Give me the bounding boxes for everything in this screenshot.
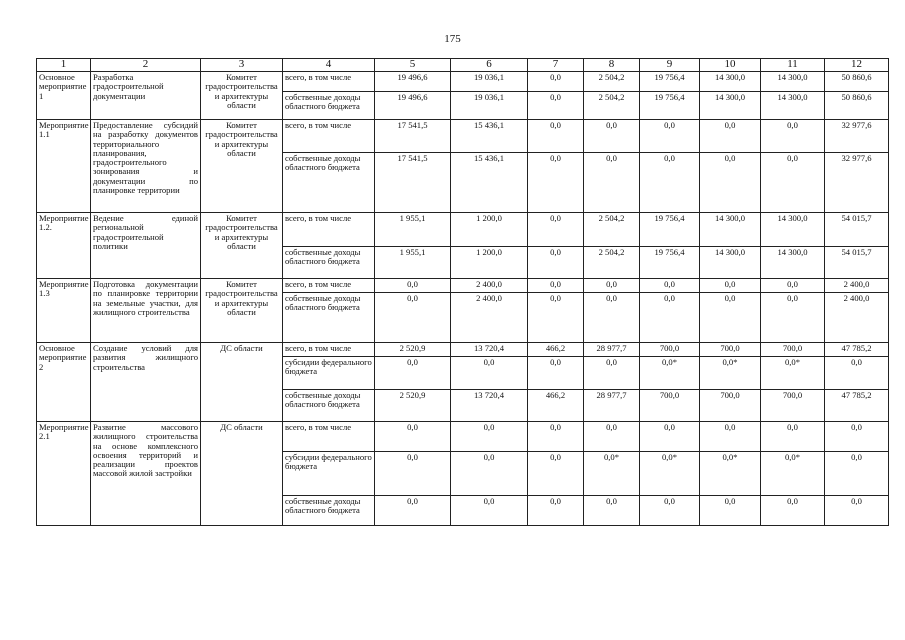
value-cell: 0,0*: [640, 452, 700, 496]
value-cell: 0,0: [640, 293, 700, 343]
value-cell: 0,0: [761, 293, 825, 343]
page-number: 175: [444, 33, 461, 45]
executor-cell: ДС области: [201, 422, 283, 526]
value-cell: 466,2: [528, 343, 584, 357]
value-cell: 0,0: [761, 496, 825, 526]
funding-source-cell: всего, в том числе: [283, 120, 375, 153]
funding-source-cell: всего, в том числе: [283, 279, 375, 293]
value-cell: 0,0: [700, 496, 761, 526]
value-cell: 14 300,0: [761, 92, 825, 120]
value-cell: 0,0: [825, 452, 889, 496]
column-header: 7: [528, 59, 584, 72]
table-row: [37, 72, 889, 92]
value-cell: 54 015,7: [825, 213, 889, 247]
value-cell: 0,0: [451, 422, 528, 452]
column-header: 12: [825, 59, 889, 72]
value-cell: 0,0: [761, 279, 825, 293]
value-cell: 19 756,4: [640, 247, 700, 279]
value-cell: 15 436,1: [451, 153, 528, 213]
table-row: [37, 120, 889, 153]
funding-source-cell: всего, в том числе: [283, 422, 375, 452]
value-cell: 0,0: [451, 452, 528, 496]
value-cell: 50 860,6: [825, 92, 889, 120]
column-header: 2: [91, 59, 201, 72]
value-cell: 14 300,0: [761, 247, 825, 279]
measure-description-cell: Разработка градостроительной документации: [91, 72, 201, 120]
value-cell: 2 520,9: [375, 390, 451, 422]
value-cell: 1 200,0: [451, 247, 528, 279]
value-cell: 0,0: [375, 279, 451, 293]
value-cell: 19 036,1: [451, 72, 528, 92]
value-cell: 0,0: [528, 72, 584, 92]
measure-description-cell: Предоставление субсидий на разработку документов территориального планирования, градостроительного зонирования и документации по планировке территории: [91, 120, 201, 213]
value-cell: 700,0: [640, 390, 700, 422]
funding-source-cell: собственные доходы областного бюджета: [283, 153, 375, 213]
value-cell: 17 541,5: [375, 120, 451, 153]
value-cell: 14 300,0: [761, 213, 825, 247]
value-cell: 47 785,2: [825, 390, 889, 422]
value-cell: 0,0: [528, 293, 584, 343]
value-cell: 0,0: [375, 293, 451, 343]
value-cell: 32 977,6: [825, 120, 889, 153]
value-cell: 0,0: [584, 120, 640, 153]
value-cell: 0,0: [528, 452, 584, 496]
funding-source-cell: собственные доходы областного бюджета: [283, 247, 375, 279]
value-cell: 2 400,0: [825, 293, 889, 343]
value-cell: 700,0: [761, 390, 825, 422]
funding-source-cell: всего, в том числе: [283, 72, 375, 92]
value-cell: 0,0*: [761, 357, 825, 390]
funding-source-cell: собственные доходы областного бюджета: [283, 92, 375, 120]
budget-table: [36, 58, 889, 526]
value-cell: 0,0: [825, 422, 889, 452]
value-cell: 0,0: [375, 496, 451, 526]
value-cell: 0,0: [761, 153, 825, 213]
value-cell: 0,0: [584, 279, 640, 293]
value-cell: 0,0: [528, 357, 584, 390]
value-cell: 0,0: [528, 279, 584, 293]
measure-name-cell: Мероприятие 1.2.: [37, 213, 91, 279]
value-cell: 0,0: [640, 422, 700, 452]
value-cell: 700,0: [700, 343, 761, 357]
column-header: 10: [700, 59, 761, 72]
value-cell: 2 504,2: [584, 72, 640, 92]
measure-description-cell: Подготовка документации по планировке территории на земельные участки, для жилищного строительства: [91, 279, 201, 343]
value-cell: 1 955,1: [375, 213, 451, 247]
column-header: 8: [584, 59, 640, 72]
column-header: 3: [201, 59, 283, 72]
measure-description-cell: Ведение единой региональной градостроительной политики: [91, 213, 201, 279]
value-cell: 0,0*: [700, 452, 761, 496]
value-cell: 2 520,9: [375, 343, 451, 357]
value-cell: 0,0: [584, 496, 640, 526]
measure-name-cell: Мероприятие 2.1: [37, 422, 91, 526]
value-cell: 2 400,0: [451, 293, 528, 343]
measure-description-cell: Развитие массового жилищного строительства на основе комплексного освоения территорий и реализации проектов массовой жилой застройки: [91, 422, 201, 526]
value-cell: 0,0: [700, 120, 761, 153]
value-cell: 0,0: [451, 496, 528, 526]
value-cell: 0,0: [584, 153, 640, 213]
value-cell: 0,0: [528, 92, 584, 120]
value-cell: 0,0: [825, 357, 889, 390]
funding-source-cell: субсидии федерального бюджета: [283, 357, 375, 390]
value-cell: 466,2: [528, 390, 584, 422]
measure-name-cell: Основное мероприятие 2: [37, 343, 91, 422]
value-cell: 0,0: [528, 247, 584, 279]
value-cell: 54 015,7: [825, 247, 889, 279]
value-cell: 0,0: [528, 496, 584, 526]
table-row: [37, 279, 889, 293]
executor-cell: Комитет градостроительства и архитектуры области: [201, 213, 283, 279]
column-header: 4: [283, 59, 375, 72]
value-cell: 2 400,0: [825, 279, 889, 293]
value-cell: 0,0: [700, 153, 761, 213]
value-cell: 1 200,0: [451, 213, 528, 247]
value-cell: 2 504,2: [584, 92, 640, 120]
value-cell: 0,0: [640, 120, 700, 153]
value-cell: 0,0: [375, 452, 451, 496]
value-cell: 0,0: [640, 496, 700, 526]
funding-source-cell: субсидии федерального бюджета: [283, 452, 375, 496]
value-cell: 0,0: [528, 422, 584, 452]
table-row: [37, 422, 889, 452]
value-cell: 0,0: [584, 422, 640, 452]
table-row: [37, 343, 889, 357]
value-cell: 17 541,5: [375, 153, 451, 213]
value-cell: 0,0: [700, 422, 761, 452]
value-cell: 19 496,6: [375, 72, 451, 92]
value-cell: 47 785,2: [825, 343, 889, 357]
value-cell: 700,0: [761, 343, 825, 357]
value-cell: 0,0: [375, 357, 451, 390]
value-cell: 28 977,7: [584, 390, 640, 422]
value-cell: 0,0: [375, 422, 451, 452]
executor-cell: Комитет градостроительства и архитектуры области: [201, 120, 283, 213]
value-cell: 1 955,1: [375, 247, 451, 279]
value-cell: 0,0*: [584, 452, 640, 496]
value-cell: 0,0: [761, 422, 825, 452]
value-cell: 19 756,4: [640, 72, 700, 92]
value-cell: 15 436,1: [451, 120, 528, 153]
table-body: [37, 72, 889, 526]
value-cell: 14 300,0: [700, 72, 761, 92]
value-cell: 0,0*: [700, 357, 761, 390]
value-cell: 0,0: [640, 153, 700, 213]
value-cell: 28 977,7: [584, 343, 640, 357]
column-header: 9: [640, 59, 700, 72]
value-cell: 2 400,0: [451, 279, 528, 293]
value-cell: 14 300,0: [700, 92, 761, 120]
value-cell: 0,0: [451, 357, 528, 390]
measure-description-cell: Создание условий для развития жилищного строительства: [91, 343, 201, 422]
value-cell: 0,0: [528, 120, 584, 153]
value-cell: 19 756,4: [640, 92, 700, 120]
value-cell: 0,0: [640, 279, 700, 293]
value-cell: 19 036,1: [451, 92, 528, 120]
funding-source-cell: собственные доходы областного бюджета: [283, 496, 375, 526]
value-cell: 0,0: [700, 279, 761, 293]
value-cell: 14 300,0: [761, 72, 825, 92]
value-cell: 0,0: [700, 293, 761, 343]
column-header: 11: [761, 59, 825, 72]
measure-name-cell: Основное мероприятие 1: [37, 72, 91, 120]
executor-cell: ДС области: [201, 343, 283, 422]
value-cell: 2 504,2: [584, 213, 640, 247]
executor-cell: Комитет градостроительства и архитектуры области: [201, 279, 283, 343]
value-cell: 14 300,0: [700, 213, 761, 247]
table-row: [37, 213, 889, 247]
funding-source-cell: всего, в том числе: [283, 343, 375, 357]
value-cell: 19 496,6: [375, 92, 451, 120]
value-cell: 13 720,4: [451, 343, 528, 357]
value-cell: 14 300,0: [700, 247, 761, 279]
column-header: 5: [375, 59, 451, 72]
value-cell: 700,0: [640, 343, 700, 357]
value-cell: 19 756,4: [640, 213, 700, 247]
value-cell: 13 720,4: [451, 390, 528, 422]
column-header: 6: [451, 59, 528, 72]
funding-source-cell: собственные доходы областного бюджета: [283, 390, 375, 422]
measure-name-cell: Мероприятие 1.1: [37, 120, 91, 213]
value-cell: 0,0*: [761, 452, 825, 496]
header-row: [37, 59, 889, 72]
executor-cell: Комитет градостроительства и архитектуры области: [201, 72, 283, 120]
value-cell: 50 860,6: [825, 72, 889, 92]
value-cell: 700,0: [700, 390, 761, 422]
measure-name-cell: Мероприятие 1.3: [37, 279, 91, 343]
funding-source-cell: всего, в том числе: [283, 213, 375, 247]
value-cell: 0,0: [761, 120, 825, 153]
value-cell: 0,0: [584, 357, 640, 390]
value-cell: 0,0: [528, 213, 584, 247]
value-cell: 0,0: [528, 153, 584, 213]
value-cell: 0,0*: [640, 357, 700, 390]
value-cell: 32 977,6: [825, 153, 889, 213]
funding-source-cell: собственные доходы областного бюджета: [283, 293, 375, 343]
value-cell: 0,0: [825, 496, 889, 526]
value-cell: 2 504,2: [584, 247, 640, 279]
column-header: 1: [37, 59, 91, 72]
value-cell: 0,0: [584, 293, 640, 343]
